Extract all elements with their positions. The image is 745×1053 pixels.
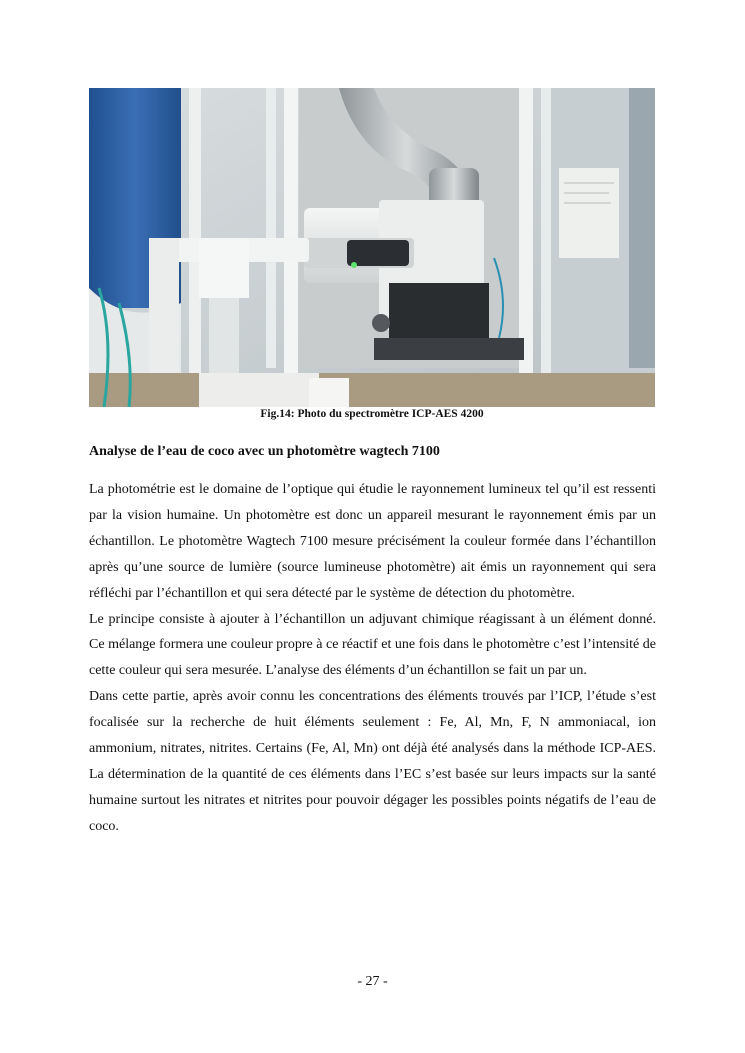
- spectrometer-photo: [89, 88, 655, 407]
- section-heading: Analyse de l’eau de coco avec un photomètre wagtech 7100: [89, 444, 440, 459]
- paragraph: Le principe consiste à ajouter à l’échantillon un adjuvant chimique réagissant à un élément donné. Ce mélange formera une couleur propre à ce réactif et une fois dans le photomètre c’est l’intensité de cette couleur qui sera mesurée. L’analyse des éléments d’un échantillon se fait un par un.: [89, 611, 656, 679]
- paragraph: Dans cette partie, après avoir connu les concentrations des éléments trouvés par l’ICP, l’étude s’est focalisée sur la recherche de huit éléments seulement : Fe, Al, Mn, F, N ammoniacal, ion ammonium, nitrates, nitrites. Certains (Fe, Al, Mn) ont déjà été analysés dans la méthode ICP-AES. La détermination de la quantité de ces éléments dans l’EC s’est basée sur leurs impacts sur la santé humaine surtout les nitrates et nitrites pour pouvoir dégager les possibles points négatifs de l’eau de coco.: [89, 689, 656, 834]
- paragraph: La photométrie est le domaine de l’optique qui étudie le rayonnement lumineux tel qu’il est ressenti par la vision humaine. Un photomètre est donc un appareil mesurant le rayonnement émis par un échantillon. Le photomètre Wagtech 7100 mesure précisément la couleur formée dans l’échantillon après qu’une source de lumière (source lumineuse photomètre) ait émis un rayonnement qui sera réfléchi par l’échantillon et qui sera détecté par le système de détection du photomètre.: [89, 482, 656, 601]
- page-number: - 27 -: [357, 974, 388, 989]
- section-body: [89, 477, 656, 840]
- figure-caption: Fig.14: Photo du spectromètre ICP-AES 4200: [260, 408, 484, 420]
